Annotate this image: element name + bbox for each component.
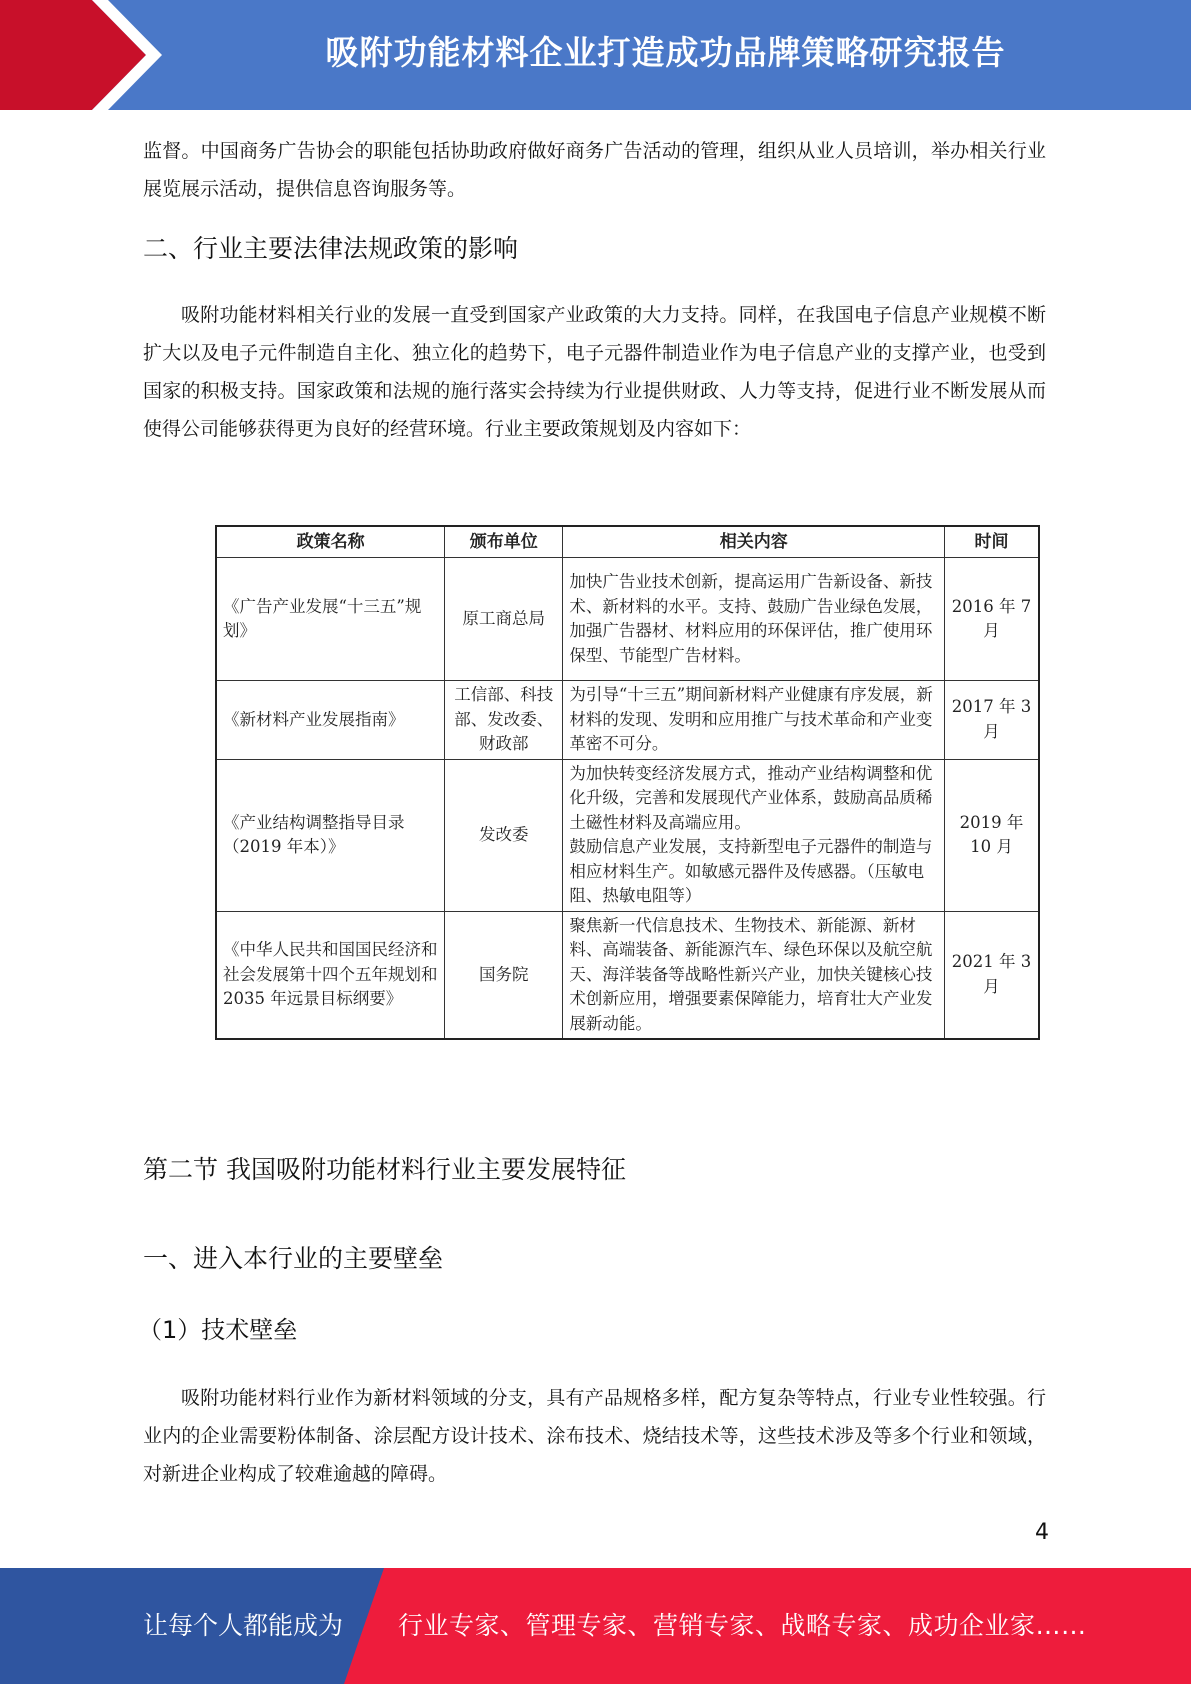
policy-intro-paragraph: 吸附功能材料相关行业的发展一直受到国家产业政策的大力支持。同样，在我国电子信息产业规模不断扩大以及电子元件制造自主化、独立化的趋势下，电子元器件制造业作为电子信息产业的支撑产业，也受到国家的积极支持。国家政策和法规的施行落实会持续为行业提供财政、人力等支持，促进行业不断发展从而使得公司能够获得更为良好的经营环境。行业主要政策规划及内容如下： <box>143 304 1046 440</box>
policy-org: 原工商总局 <box>445 558 563 681</box>
policy-content: 加快广告业技术创新，提高运用广告新设备、新技术、新材料的水平。支持、鼓励广告业绿色发展，加强广告器材、材料应用的环保评估，推广使用环保型、节能型广告材料。 <box>563 558 945 681</box>
page-header <box>0 0 1191 110</box>
policy-table <box>215 525 1040 1040</box>
tech-barrier-paragraph: 吸附功能材料行业作为新材料领域的分支，具有产品规格多样，配方复杂等特点，行业专业性较强。行业内的企业需要粉体制备、涂层配方设计技术、涂布技术、烧结技术等，这些技术涉及等多个行业和领域，对新进企业构成了较难逾越的障碍。 <box>143 1387 1046 1485</box>
section2-heading-block <box>143 1150 1046 1190</box>
policy-time: 2016 年 7 月 <box>945 558 1039 681</box>
policy-name: 《产业结构调整指导目录（2019 年本）》 <box>216 759 445 911</box>
barriers-heading-block <box>143 1239 1046 1279</box>
policy-content-line: 为加快转变经济发展方式，推动产业结构调整和优化升级，完善和发展现代产业体系，鼓励高品质稀土磁性材料及高端应用。 <box>569 763 933 832</box>
table-row <box>216 558 1039 681</box>
col-header-name: 政策名称 <box>216 526 445 558</box>
policy-content <box>563 759 945 911</box>
policy-org: 国务院 <box>445 911 563 1039</box>
intro-paragraph-block <box>143 132 1046 208</box>
heading-laws: 二、行业主要法律法规政策的影响 <box>143 234 519 263</box>
laws-heading-block <box>143 229 1046 269</box>
col-header-time: 时间 <box>945 526 1039 558</box>
policy-content: 为引导“十三五”期间新材料产业健康有序发展，新材料的发现、发明和应用推广与技术革命和产业变革密不可分。 <box>563 681 945 760</box>
heading-section2: 第二节 我国吸附功能材料行业主要发展特征 <box>143 1155 626 1184</box>
policy-content-line: 鼓励信息产业发展，支持新型电子元器件的制造与相应材料生产。如敏感元器件及传感器。（压敏电阻、热敏电阻等） <box>569 837 933 905</box>
col-header-content: 相关内容 <box>563 526 945 558</box>
table-row <box>216 759 1039 911</box>
page-footer <box>0 1568 1191 1684</box>
page-number: 4 <box>1035 1520 1049 1545</box>
table-row <box>216 911 1039 1039</box>
footer-slogan-left: 让每个人都能成为 <box>143 1611 344 1640</box>
tech-paragraph-block <box>143 1379 1046 1493</box>
policy-time: 2017 年 3 月 <box>945 681 1039 760</box>
footer-slogan-right: 行业专家、管理专家、营销专家、战略专家、成功企业家…… <box>398 1611 1087 1640</box>
intro-paragraph: 监督。中国商务广告协会的职能包括协助政府做好商务广告活动的管理，组织从业人员培训，举办相关行业展览展示活动，提供信息咨询服务等。 <box>143 140 1046 200</box>
policy-org: 工信部、科技部、发改委、财政部 <box>445 681 563 760</box>
policy-content: 聚焦新一代信息技术、生物技术、新能源、新材料、高端装备、新能源汽车、绿色环保以及航空航天、海洋装备等战略性新兴产业，加快关键核心技术创新应用，增强要素保障能力，培育壮大产业发展新动能。 <box>563 911 945 1039</box>
policy-name: 《中华人民共和国国民经济和社会发展第十四个五年规划和 2035 年远景目标纲要》 <box>216 911 445 1039</box>
policy-time: 2021 年 3 月 <box>945 911 1039 1039</box>
table-row <box>216 681 1039 760</box>
policy-intro-block <box>143 296 1046 448</box>
policy-time: 2019 年 10 月 <box>945 759 1039 911</box>
heading-barriers: 一、进入本行业的主要壁垒 <box>143 1244 444 1273</box>
tech-heading-block <box>138 1310 1041 1350</box>
policy-name: 《广告产业发展“十三五”规划》 <box>216 558 445 681</box>
heading-tech-barrier: （1）技术壁垒 <box>138 1316 298 1344</box>
col-header-org: 颁布单位 <box>445 526 563 558</box>
policy-table-header-row <box>216 526 1039 558</box>
policy-org: 发改委 <box>445 759 563 911</box>
report-title: 吸附功能材料企业打造成功品牌策略研究报告 <box>325 33 1006 72</box>
policy-name: 《新材料产业发展指南》 <box>216 681 445 760</box>
